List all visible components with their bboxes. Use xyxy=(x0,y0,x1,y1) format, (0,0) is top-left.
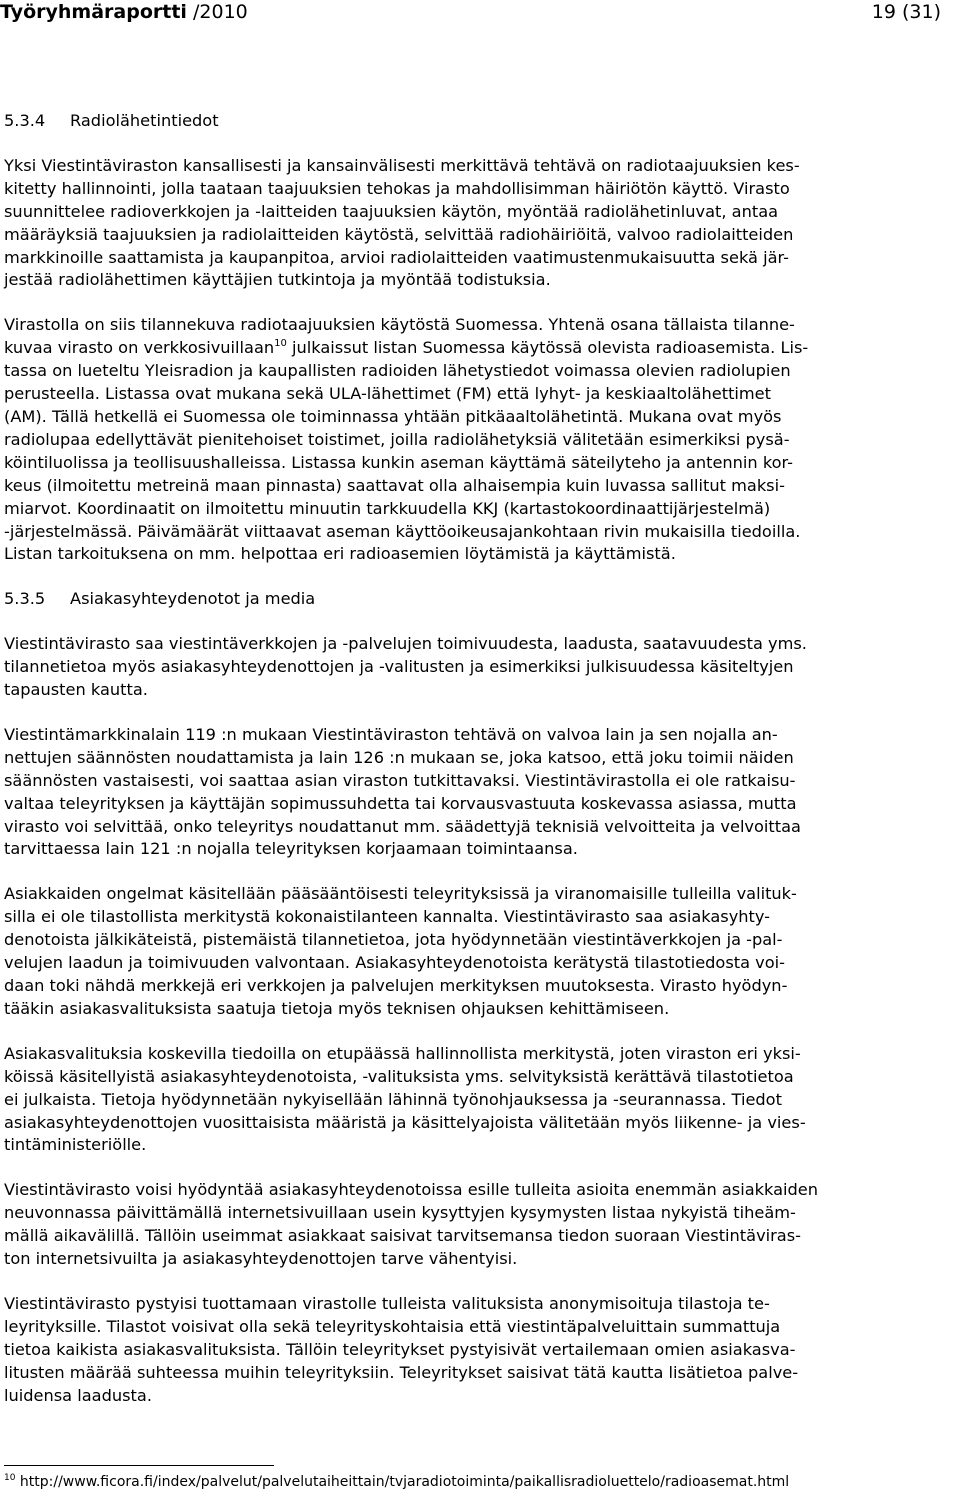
text-line: valtaa teleyrityksen ja käyttäjän sopimussuhdetta tai korvausvastuuta koskevassa asiassa, mutta xyxy=(4,793,797,813)
text-line: (AM). Tällä hetkellä ei Suomessa ole toiminnassa yhtään pitkäaaltolähetintä. Mukana ovat myös xyxy=(4,406,782,426)
text-line: asiakasyhteydenottojen vuosittaisista määristä ja käsittelyajoista välitetään myös liikenne- ja vies- xyxy=(4,1112,806,1132)
paragraph xyxy=(4,1043,950,1158)
text-line: tietoa kaikista asiakasvalituksista. Tällöin teleyritykset pystyisivät vertailemaan omien asiakasva- xyxy=(4,1339,796,1359)
footnote-reference[interactable]: 10 xyxy=(274,338,287,350)
text-line: miarvot. Koordinaatit on ilmoitettu minuutin tarkkuudella KKJ (kartastokoordinaattijärjestelmä) xyxy=(4,498,771,518)
text-line: mällä aikavälillä. Tällöin useimmat asiakkaat saisivat tarvitsemansa tiedon suoraan Viestintäviras- xyxy=(4,1226,802,1246)
section-number: 5.3.5 xyxy=(4,589,46,609)
section-number: 5.3.4 xyxy=(4,111,46,130)
page-number: 19 (31) xyxy=(871,1,941,23)
text-line: Viestintävirasto saa viestintäverkkojen ja -palvelujen toimivuudesta, laadusta, saatavuudesta yms. xyxy=(4,634,807,654)
text-line: radiolupaa edellyttävät pienitehoiset toistimet, joilla radiolähetyksiä välitetään esimerkiksi pysä- xyxy=(4,429,790,449)
footnote-link[interactable]: http://www.ficora.fi/index/palvelut/palvelutaiheittain/tvjaradiotoiminta/paikallisradioluettelo/radioasemat.html xyxy=(15,1474,790,1490)
paragraph xyxy=(4,314,950,566)
text-line: keus (ilmoitettu metreinä maan pinnasta) saattavat olla alhaisempia kuin luvassa sallitut maksi- xyxy=(4,475,785,495)
report-title: Työryhmäraportti /2010 xyxy=(0,1,248,23)
text-line: perusteella. Listassa ovat mukana sekä ULA-lähettimet (FM) että lyhyt- ja keskiaaltolähettimet xyxy=(4,384,771,404)
text-line: tilannetietoa myös asiakasyhteydenottojen ja -valitusten ja esimerkiksi julkisuudessa käsiteltyjen xyxy=(4,657,794,677)
text-line: silla ei ole tilastollista merkitystä kokonaistilanteen kannalta. Viestintävirasto saa asiakasyhty- xyxy=(4,907,771,927)
document-body xyxy=(4,110,950,1408)
text-line: köintiluolissa ja teollisuushalleissa. Listassa kunkin aseman käyttämä säteilyteho ja antennin kor- xyxy=(4,452,793,472)
text-line: tintäministeriölle. xyxy=(4,1135,147,1155)
text-line: suunnittelee radioverkkojen ja -laitteiden taajuuksien käytön, myöntää radiolähetinluvat, antaa xyxy=(4,201,779,221)
text-line: kitetty hallinnointi, jolla taataan taajuuksien tehokas ja mahdollisimman häiriötön käyttö. Virasto xyxy=(4,178,790,198)
section-heading-535 xyxy=(4,588,950,611)
text-line: Viestintämarkkinalain 119 :n mukaan Viestintäviraston tehtävä on valvoa lain ja sen nojalla an- xyxy=(4,724,778,744)
report-year: /2010 xyxy=(186,1,248,23)
text-line: -järjestelmässä. Päivämäärät viittaavat aseman käyttöoikeusajankohtaan rivin mukaisilla tiedoilla. xyxy=(4,521,801,541)
text-line: Yksi Viestintäviraston kansallisesti ja kansainvälisesti merkittävä tehtävä on radiotaajuuksien kes- xyxy=(4,155,800,175)
text-line: tarvittaessa lain 121 :n nojalla teleyrityksen korjaamaan toimintaansa. xyxy=(4,839,578,859)
paragraph xyxy=(4,1293,950,1408)
text-line: kuvaa virasto on verkkosivuillaan$^{10}$ julkaissut listan Suomessa käytössä olevista radioasemista. Lis- xyxy=(4,338,809,358)
text-line: markkinoille saattamista ja kaupanpitoa, arvioi radiolaitteiden vaatimustenmukaisuutta sekä jär- xyxy=(4,247,789,267)
paragraph xyxy=(4,724,950,861)
section-title: Radiolähetintiedot xyxy=(70,111,219,130)
text-line: Asiakasvalituksia koskevilla tiedoilla on etupäässä hallinnollista merkitystä, joten viraston eri yksi- xyxy=(4,1043,801,1063)
text-line: denotoista jälkikäteistä, pistemäistä tilannetietoa, jota hyödynnetään viestintäverkkojen ja -pal- xyxy=(4,930,783,950)
text-line: velujen laadun ja toimivuuden valvontaan. Asiakasyhteydenotoista kerätystä tilastotiedosta voi- xyxy=(4,953,786,973)
text-line: neuvonnassa päivittämällä internetsivuillaan usein kysyttyjen kysymysten listaa nykyistä tiheäm- xyxy=(4,1203,796,1223)
text-line: Viestintävirasto pystyisi tuottamaan virastolle tulleista valituksista anonymisoituja tilastoja te- xyxy=(4,1293,770,1313)
paragraph xyxy=(4,1179,950,1271)
text-line: litusten määrää suhteessa muihin teleyrityksiin. Teleyritykset saisivat tätä kautta lisätietoa palve- xyxy=(4,1362,799,1382)
footnote-number: 10 xyxy=(4,1473,16,1483)
text-line: daan toki nähdä merkkejä eri verkkojen ja palvelujen merkityksen muutoksesta. Virasto hyödyn- xyxy=(4,976,788,995)
paragraph xyxy=(4,883,950,1020)
section-title: Asiakasyhteydenotot ja media xyxy=(70,589,316,609)
text-line: määräyksiä taajuuksien ja radiolaitteiden käytöstä, selvittää radiohäiriöitä, valvoo radiolaitteiden xyxy=(4,224,794,244)
section-heading-534 xyxy=(4,110,950,133)
text-line: tapausten kautta. xyxy=(4,680,148,700)
text-line: Listan tarkoituksena on mm. helpottaa eri radioasemien löytämistä ja käyttämistä. xyxy=(4,544,676,564)
text-line: nettujen säännösten noudattamista ja lain 126 :n mukaan se, joka katsoo, että joku toimii näiden xyxy=(4,747,794,767)
text-line: Asiakkaiden ongelmat käsitellään pääsääntöisesti teleyrityksissä ja viranomaisille tulleilla valituk- xyxy=(4,884,797,904)
paragraph xyxy=(4,155,950,292)
footnote xyxy=(4,1473,789,1491)
text-line: Viestintävirasto voisi hyödyntää asiakasyhteydenotoissa esille tulleita asioita enemmän asiakkaiden xyxy=(4,1180,819,1200)
text-line: leyrityksille. Tilastot voisivat olla sekä teleyrityskohtaisia että viestintäpalveluittain summattuja xyxy=(4,1316,781,1336)
text-line: säännösten vastaisesti, voi saattaa asian viraston tutkittavaksi. Viestintävirastolla ei ole ratkaisu- xyxy=(4,770,796,790)
text-line: Virastolla on siis tilannekuva radiotaajuuksien käytöstä Suomessa. Yhtenä osana tällaista tilanne- xyxy=(4,315,795,335)
paragraph xyxy=(4,633,950,702)
text-line: luidensa laadusta. xyxy=(4,1385,152,1405)
text-line: köissä käsitellyistä asiakasyhteydenotoista, -valituksista yms. selvityksistä kerättävä tilastotietoa xyxy=(4,1066,794,1086)
footnote-divider xyxy=(4,1465,274,1466)
text-line: tassa on lueteltu Yleisradion ja kaupallisten radioiden lähetystiedot voimassa olevien radiolupien xyxy=(4,361,791,381)
text-line: jestää radiolähettimen käyttäjien tutkintoja ja myöntää todistuksia. xyxy=(4,270,551,290)
text-line: tääkin asiakasvalituksista saatuja tietoja myös teknisen ohjauksen kehittämiseen. xyxy=(4,998,670,1018)
text-line: ei julkaista. Tietoja hyödynnetään nykyisellään lähinnä työnohjauksessa ja -seurannassa. Tiedot xyxy=(4,1089,782,1109)
page-header xyxy=(0,0,960,34)
text-line: virasto voi selvittää, onko teleyritys noudattanut mm. säädettyjä teknisiä velvoitteita ja velvoittaa xyxy=(4,816,801,836)
text-line: ton internetsivuilta ja asiakasyhteydenottojen tarve vähentyisi. xyxy=(4,1249,518,1269)
